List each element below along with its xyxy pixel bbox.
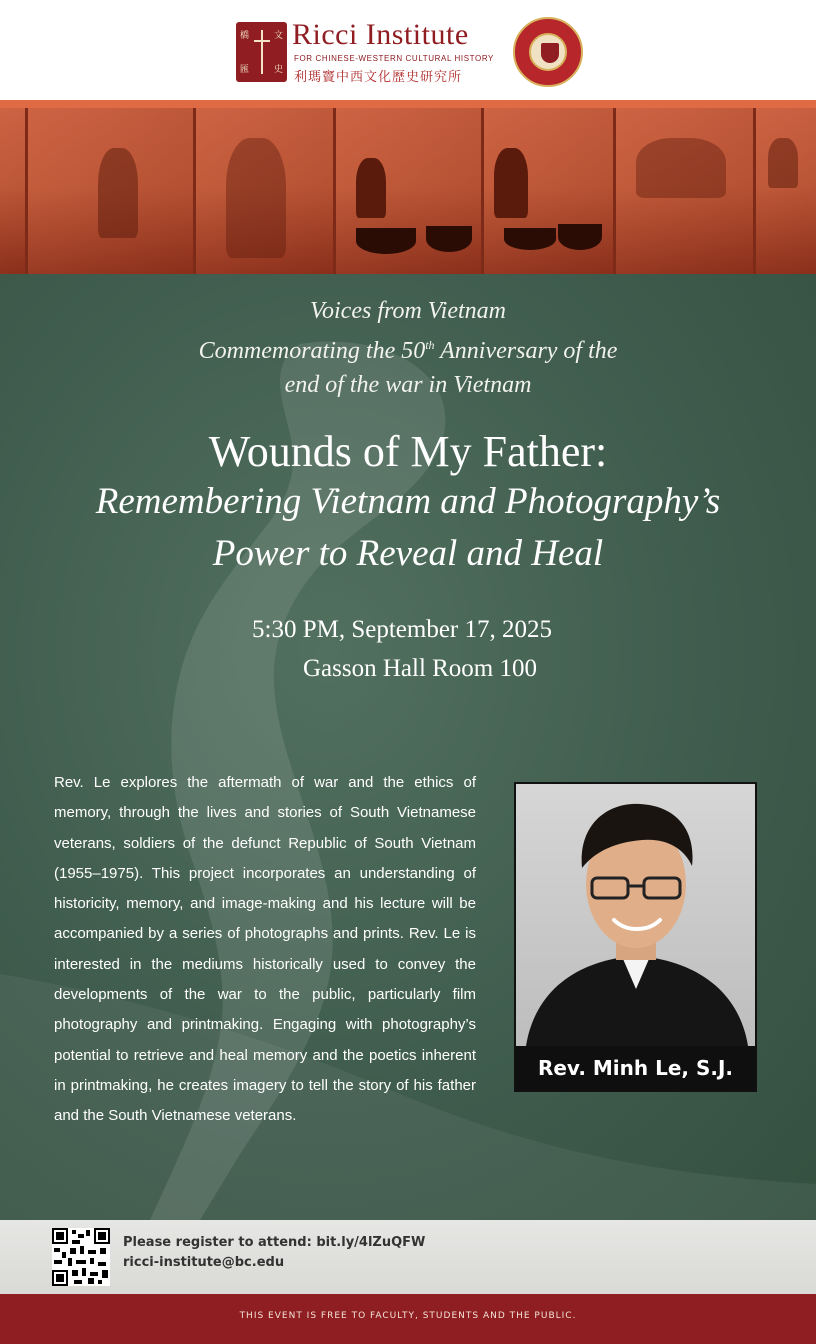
speaker-name: Rev. Minh Le, S.J. [516, 1046, 755, 1090]
series-line-2 [0, 328, 816, 368]
registration-link[interactable]: Please register to attend: bit.ly/4lZuQFW [123, 1235, 426, 1250]
series-line-3: end of the war in Vietnam [284, 372, 532, 398]
footer-note: THIS EVENT IS FREE TO FACULTY, STUDENTS AND THE PUBLIC. [239, 1311, 577, 1321]
brand-name: Ricci Institute [292, 18, 469, 51]
series-line-2-sup: th [425, 338, 435, 352]
subtitle-line-1: Remembering Vietnam and Photography’s [95, 481, 721, 522]
header [0, 0, 816, 100]
registration-bar [0, 1220, 816, 1294]
event-description: Rev. Le explores the aftermath of war and the ethics of memory, through the lives and stories of South Vietnamese veterans, soldiers of the defunct Republic of South Vietnam (1955–1975). This project incorporates an understanding of historicity, memory, and image-making and his lecture will be accompanied by a series of photographs and prints. Rev. Le is interested in the mediums historically used to convey the developments of the war to the public, particularly film photography and printmaking. Engaging with photography’s potential to retrieve and heal memory and the poetics inherent in printmaking, he creates imagery to tell the story of his father and the South Vietnamese veterans. [54, 774, 476, 1125]
logo-char: 文 [274, 31, 284, 41]
logo-char: 橋 [240, 31, 250, 41]
event-series [0, 294, 816, 402]
logo-char: 史 [274, 65, 284, 75]
logo-char: 匯 [240, 65, 250, 75]
event-title: Wounds of My Father: [208, 427, 608, 476]
series-line-1: Voices from Vietnam [310, 298, 506, 324]
series-line-2-post: Anniversary of the [434, 338, 618, 364]
event-time: 5:30 PM, September 17, 2025 [252, 616, 552, 643]
registration-info [123, 1233, 425, 1273]
brand-subtitle: FOR CHINESE-WESTERN CULTURAL HISTORY [294, 54, 494, 63]
ricci-logo-icon [236, 22, 287, 82]
film-strip-banner [0, 100, 816, 274]
qr-code-icon[interactable] [52, 1228, 110, 1286]
contact-email[interactable]: ricci-institute@bc.edu [123, 1255, 285, 1270]
speaker-photo-frame [514, 782, 757, 1092]
series-line-2-pre: Commemorating the 50 [198, 338, 426, 364]
brand-chinese-name: 利瑪竇中西文化歷史研究所 [294, 70, 463, 85]
speaker-portrait-icon [516, 784, 755, 1046]
subtitle-line-2: Power to Reveal and Heal [212, 533, 604, 574]
speaker-photo [516, 784, 755, 1046]
footer [0, 1294, 816, 1344]
event-location: Gasson Hall Room 100 [302, 655, 538, 682]
event-panel [0, 274, 816, 1220]
boston-college-seal-icon [513, 17, 583, 87]
event-subtitle [0, 476, 816, 580]
